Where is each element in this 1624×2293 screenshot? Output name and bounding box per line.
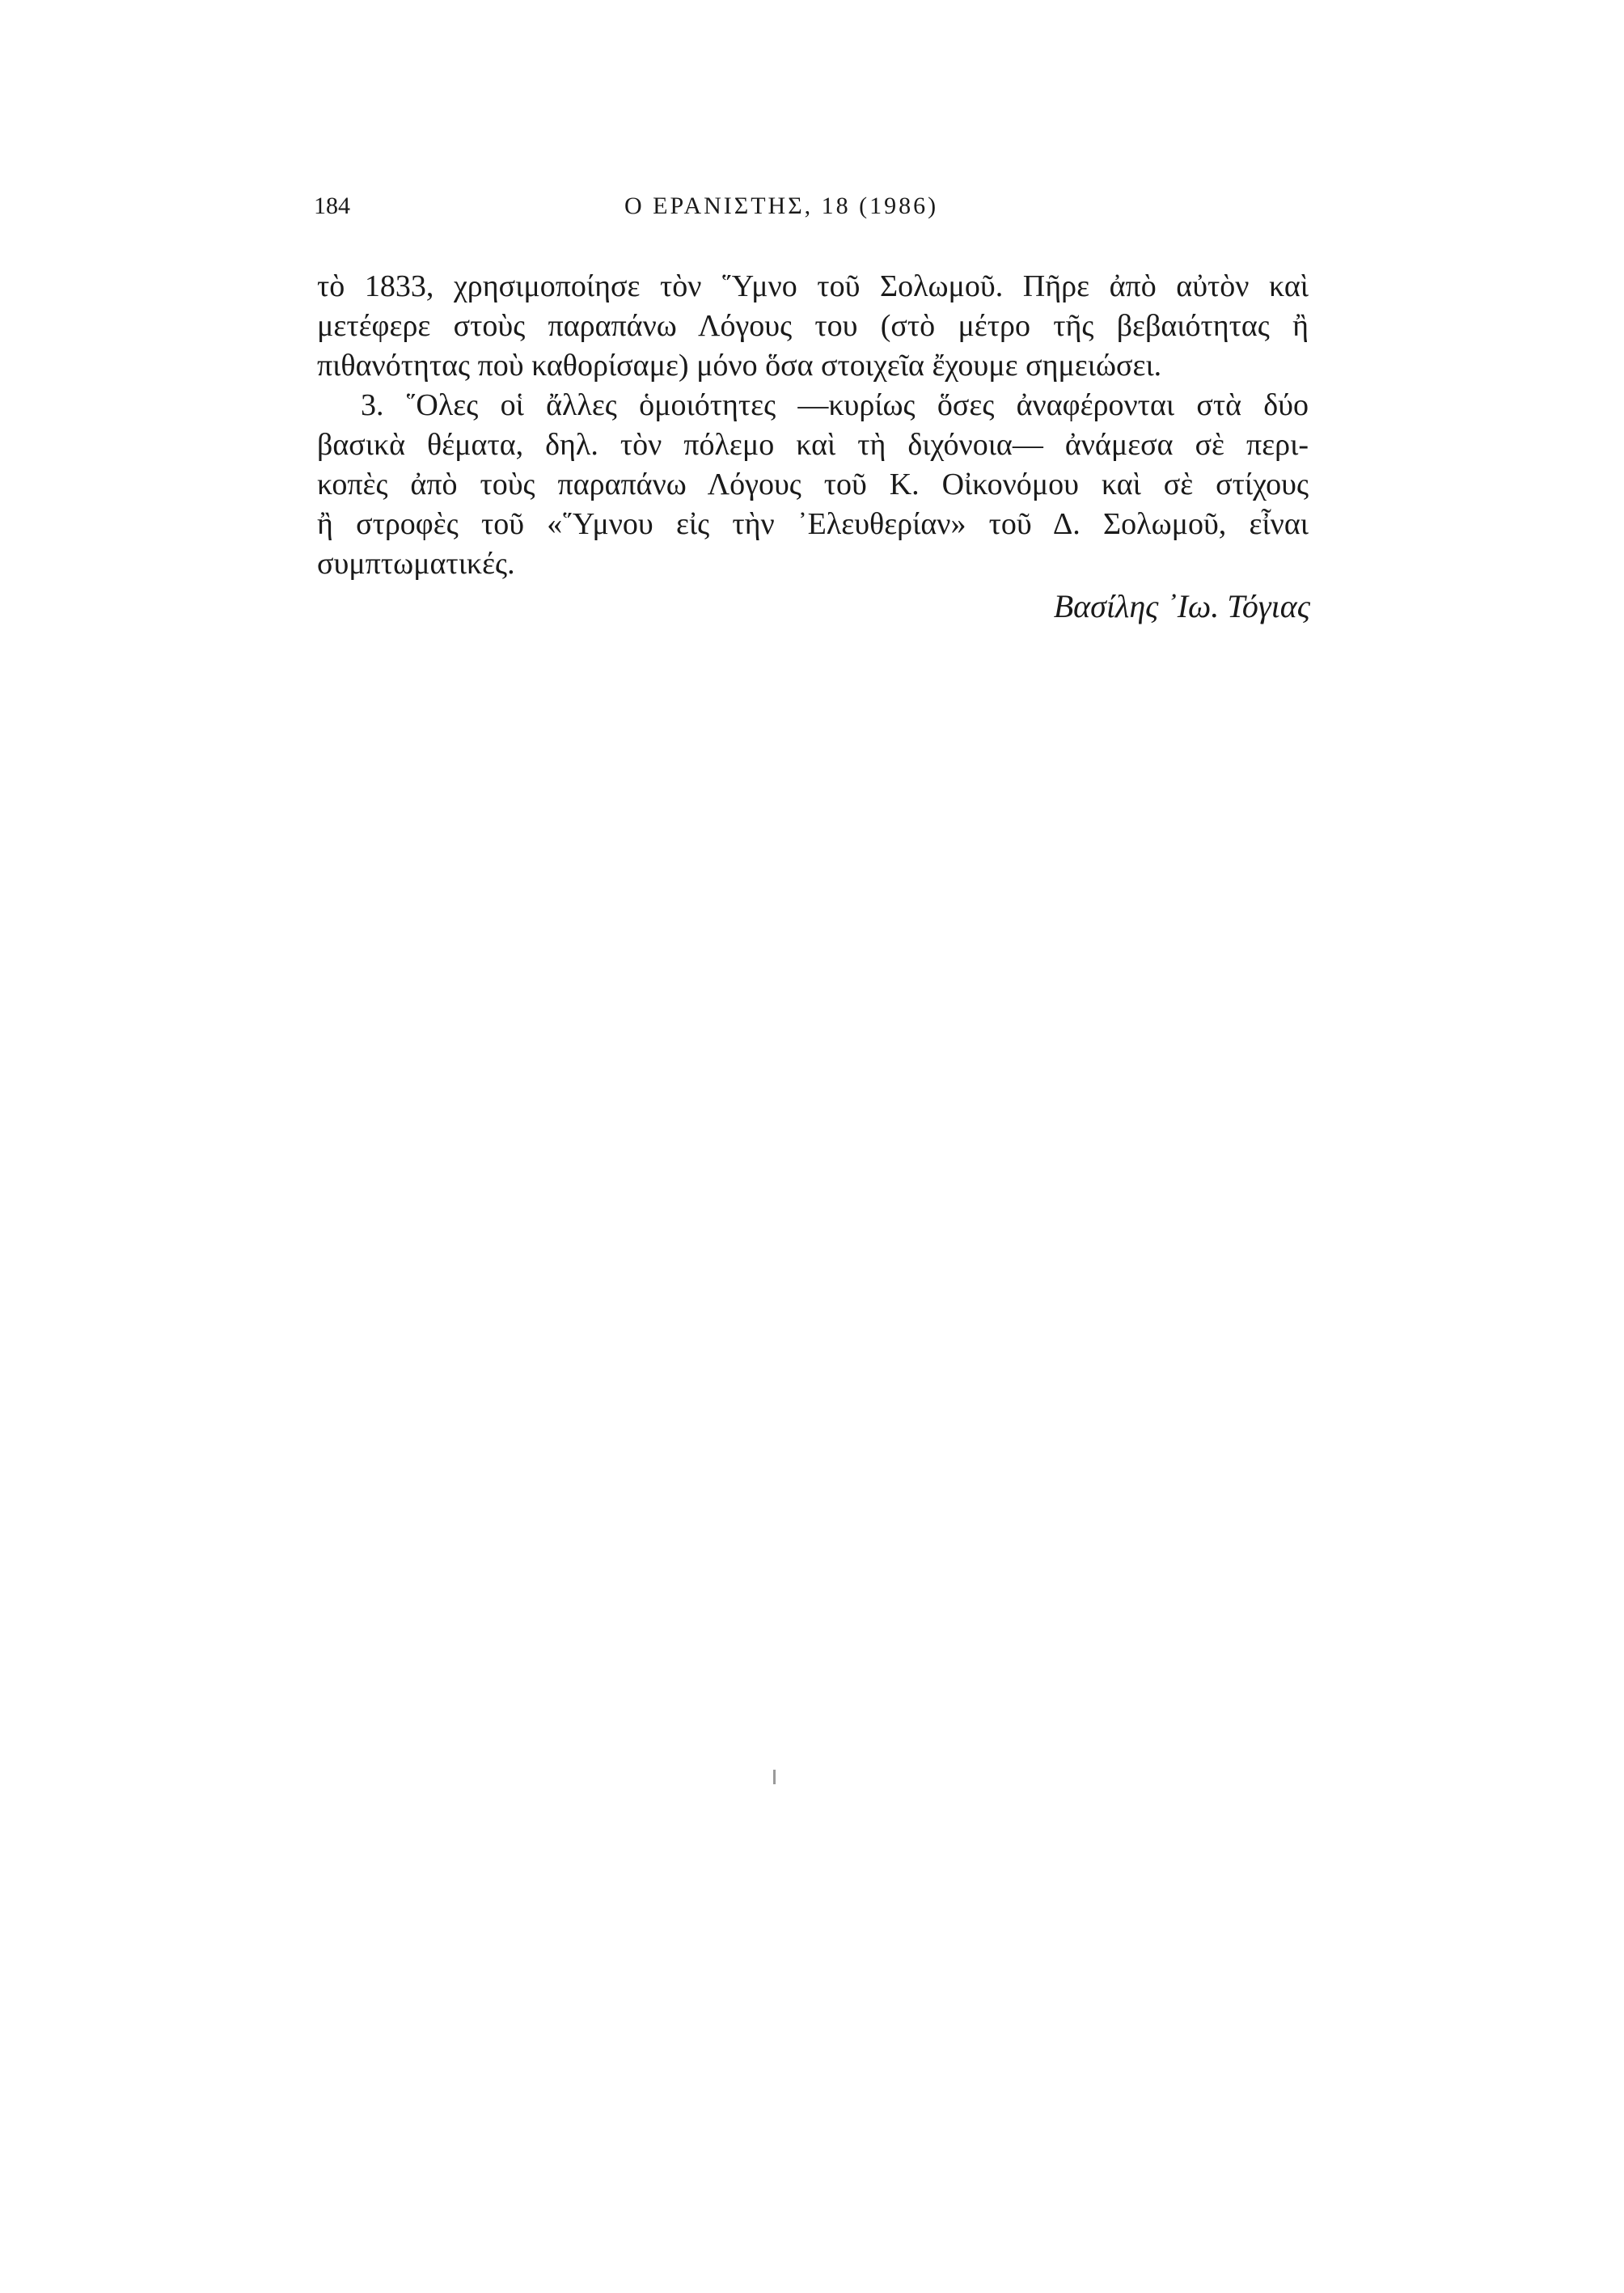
text-line: τὸ 1833, χρησιμοποίησε τὸν ῞Υμνο τοῦ Σολωμοῦ. Πῆρε ἀπὸ αὐτὸν καὶ <box>317 269 1309 303</box>
scan-speck <box>773 1770 776 1784</box>
text-line: κοπὲς ἀπὸ τοὺς παραπάνω Λόγους τοῦ Κ. Οἰκονόμου καὶ σὲ στίχους <box>317 467 1309 501</box>
text-line: μετέφερε στοὺς παραπάνω Λόγους του (στὸ μέτρο τῆς βεβαιότητας ἢ <box>317 309 1309 343</box>
text-line: βασικὰ θέματα, δηλ. τὸν πόλεμο καὶ τὴ διχόνοια— ἀνάμεσα σὲ περι- <box>317 428 1309 462</box>
text-line: 3. ῞Ολες οἱ ἄλλες ὁμοιότητες —κυρίως ὅσες ἀναφέρονται στὰ δύο <box>361 388 1309 422</box>
author-signature: Βασίλης ᾿Ιω. Τόγιας <box>1053 588 1310 624</box>
text-line: ἢ στροφὲς τοῦ «῞Υμνου εἰς τὴν ᾿Ελευθερίαν» τοῦ Δ. Σολωμοῦ, εἶναι <box>317 507 1309 541</box>
running-head <box>314 192 1310 233</box>
page-number: 184 <box>314 192 350 219</box>
body-text <box>317 267 1309 584</box>
text-line: πιθανότητας ποὺ καθορίσαμε) μόνο ὅσα στοιχεῖα ἔχουμε σημειώσει. <box>317 349 1162 383</box>
text-line: συμπτωματικές. <box>317 547 515 581</box>
journal-title: Ο ΕΡΑΝΙΣΤΗΣ, 18 (1986) <box>624 192 939 219</box>
